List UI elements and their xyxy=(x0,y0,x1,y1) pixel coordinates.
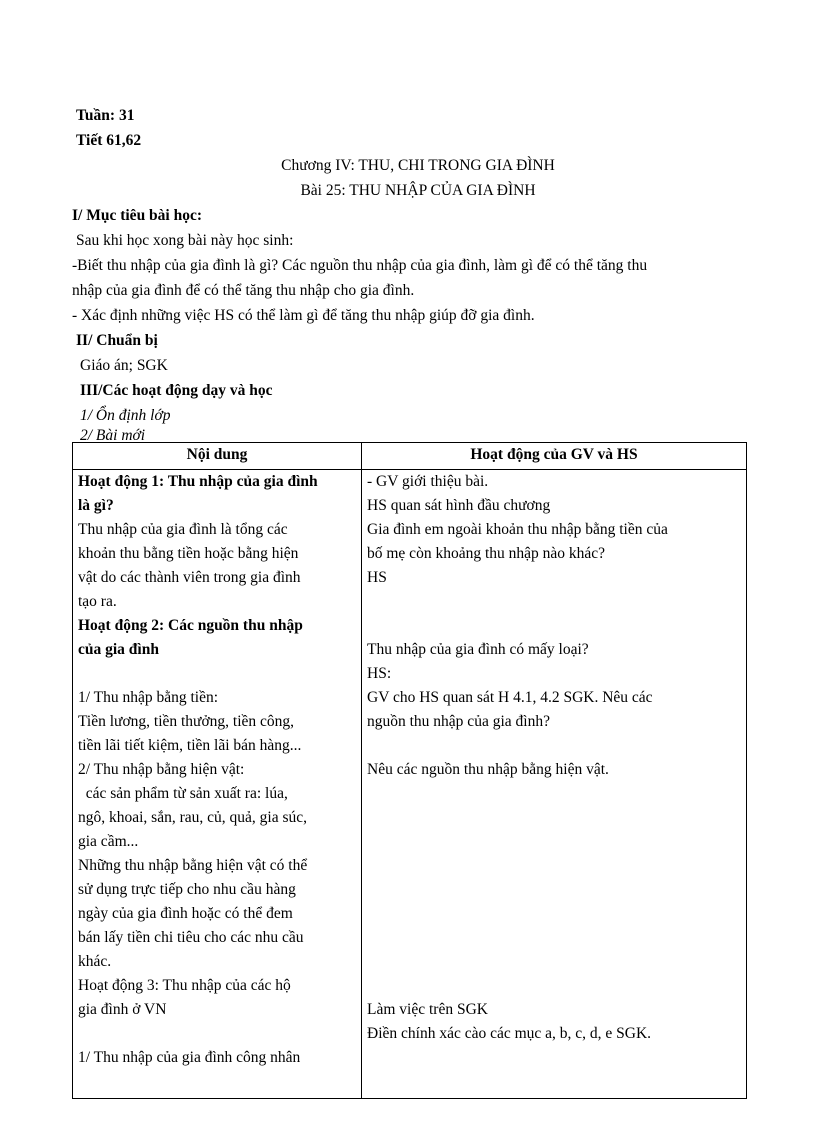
activity-line: HS: xyxy=(367,665,392,682)
activity-line xyxy=(367,854,746,878)
activity-line xyxy=(367,902,746,926)
objectives-intro: Sau khi học xong bài này học sinh: xyxy=(76,232,294,249)
content-line: 1/ Thu nhập bằng tiền: xyxy=(78,689,219,706)
column-header-content: Nội dung xyxy=(73,443,362,470)
content-line: Hoạt động 3: Thu nhập của các hộ xyxy=(78,977,291,994)
content-line: 1/ Thu nhập của gia đình công nhân xyxy=(78,1049,301,1066)
content-line: Hoạt động 2: Các nguồn thu nhập xyxy=(78,617,303,634)
activity-line: nguồn thu nhập của gia đình? xyxy=(367,713,550,730)
step-class-organization: 1/ Ổn định lớp xyxy=(80,407,171,424)
activity-line xyxy=(367,782,746,806)
content-line xyxy=(78,1022,361,1046)
content-line: là gì? xyxy=(78,497,114,514)
activity-line xyxy=(367,1046,746,1070)
section-activities-title: III/Các hoạt động dạy và học xyxy=(80,382,273,399)
objective-2: - Xác định những việc HS có thể làm gì để tăng thu nhập giúp đỡ gia đình. xyxy=(72,307,535,324)
lesson-title: Bài 25: THU NHẬP CỦA GIA ĐÌNH xyxy=(300,182,536,199)
table-row xyxy=(73,470,747,1099)
content-line: 2/ Thu nhập bằng hiện vật: xyxy=(78,761,245,778)
content-line xyxy=(78,662,361,686)
section-objectives-title: I/ Mục tiêu bài học: xyxy=(72,207,203,224)
activity-line xyxy=(367,950,746,974)
content-line: tiền lãi tiết kiệm, tiền lãi bán hàng... xyxy=(78,737,302,754)
activity-line xyxy=(367,830,746,854)
content-line: Thu nhập của gia đình là tổng các xyxy=(78,521,288,538)
activity-line: Nêu các nguồn thu nhập bằng hiện vật. xyxy=(367,761,609,778)
activity-line xyxy=(367,878,746,902)
content-line: vật do các thành viên trong gia đình xyxy=(78,569,301,586)
activity-line: - GV giới thiệu bài. xyxy=(367,473,489,490)
content-line: gia cầm... xyxy=(78,833,139,850)
activity-line xyxy=(367,734,746,758)
activity-line: Thu nhập của gia đình có mấy loại? xyxy=(367,641,589,658)
lesson-table xyxy=(72,442,747,1099)
content-line: tạo ra. xyxy=(78,593,117,610)
step-new-lesson: 2/ Bài mới xyxy=(80,427,146,444)
preparation-materials: Giáo án; SGK xyxy=(80,357,168,374)
activity-line xyxy=(367,974,746,998)
content-line: ngày của gia đình hoặc có thể đem xyxy=(78,905,293,922)
period-label: Tiết 61,62 xyxy=(76,132,142,149)
content-line: ngô, khoai, sắn, rau, củ, quả, gia súc, xyxy=(78,809,307,826)
activity-line: bố mẹ còn khoảng thu nhập nào khác? xyxy=(367,545,606,562)
activity-line xyxy=(367,806,746,830)
table-header-row xyxy=(73,443,747,470)
column-header-activity: Hoạt động của GV và HS xyxy=(362,443,747,470)
content-line: khác. xyxy=(78,953,112,970)
content-line: sử dụng trực tiếp cho nhu cầu hàng xyxy=(78,881,296,898)
activity-line: Điền chính xác cào các mục a, b, c, d, e SGK. xyxy=(367,1025,652,1042)
content-cell xyxy=(73,470,362,1099)
activity-cell xyxy=(362,470,747,1099)
content-line: các sản phẩm từ sản xuất ra: lúa, xyxy=(78,785,288,802)
content-line: Tiền lương, tiền thưởng, tiền công, xyxy=(78,713,295,730)
content-line: Hoạt động 1: Thu nhập của gia đình xyxy=(78,473,318,490)
activity-line: HS quan sát hình đầu chương xyxy=(367,497,551,514)
content-line: của gia đình xyxy=(78,641,159,658)
content-line: gia đình ở VN xyxy=(78,1001,167,1018)
week-label: Tuần: 31 xyxy=(76,107,135,124)
activity-line xyxy=(367,614,746,638)
content-line: khoản thu bằng tiền hoặc bằng hiện xyxy=(78,545,299,562)
activity-line: HS xyxy=(367,569,387,586)
activity-line: Gia đình em ngoài khoản thu nhập bằng tiền của xyxy=(367,521,668,538)
activity-line: Làm việc trên SGK xyxy=(367,1001,488,1018)
activity-line: GV cho HS quan sát H 4.1, 4.2 SGK. Nêu các xyxy=(367,689,653,706)
content-line: Những thu nhập bằng hiện vật có thể xyxy=(78,857,308,874)
chapter-title: Chương IV: THU, CHI TRONG GIA ĐÌNH xyxy=(281,157,555,174)
content-line: bán lấy tiền chi tiêu cho các nhu cầu xyxy=(78,929,304,946)
activity-line xyxy=(367,590,746,614)
objective-1-line-2: nhập của gia đình để có thể tăng thu nhập cho gia đình. xyxy=(72,282,415,299)
objective-1-line-1: -Biết thu nhập của gia đình là gì? Các nguồn thu nhập của gia đình, làm gì để có thể tăng thu xyxy=(72,257,648,274)
activity-line xyxy=(367,926,746,950)
section-preparation-title: II/ Chuẩn bị xyxy=(76,332,158,349)
